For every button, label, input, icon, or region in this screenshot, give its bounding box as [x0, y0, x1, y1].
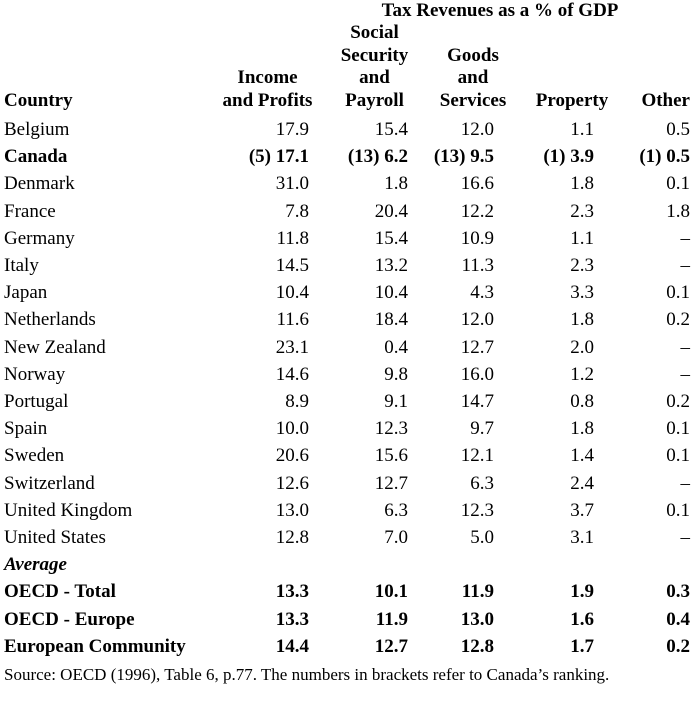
header-property — [522, 22, 622, 116]
value-cell: 10.4 — [374, 282, 408, 304]
value-cell: – — [680, 363, 690, 385]
country-cell: Germany — [4, 227, 75, 249]
value-cell: 4.3 — [470, 282, 494, 304]
value-cell: 2.3 — [570, 200, 594, 222]
value-cell: 3.3 — [570, 282, 594, 304]
header-country — [0, 22, 210, 116]
value-cell: 14.5 — [275, 255, 309, 277]
value-cell: 16.0 — [460, 363, 494, 385]
value-cell: 15.4 — [374, 119, 408, 140]
value-cell: – — [680, 336, 690, 358]
header-property-label: Property — [535, 89, 609, 111]
value-cell: 12.2 — [460, 200, 494, 222]
value-cell: 1.8 — [570, 173, 594, 195]
value-cell: 12.8 — [275, 527, 309, 549]
value-cell: 7.8 — [285, 200, 309, 222]
header-social — [325, 22, 424, 116]
table-row — [0, 470, 694, 497]
value-cell: 12.3 — [374, 418, 408, 440]
value-cell: 12.3 — [460, 499, 494, 521]
table-row — [0, 225, 694, 252]
value-cell: 0.8 — [570, 391, 594, 413]
country-cell: United Kingdom — [4, 499, 133, 521]
value-cell: 11.8 — [276, 227, 309, 249]
value-cell: 0.3 — [666, 581, 690, 603]
value-cell: 1.8 — [666, 200, 690, 222]
value-cell: 0.5 — [666, 119, 690, 140]
header-social-line: Payroll — [345, 89, 404, 111]
value-cell: 13.2 — [374, 255, 408, 277]
country-cell: Japan — [4, 282, 48, 304]
value-cell: 13.3 — [275, 608, 309, 630]
value-cell: 11.6 — [276, 309, 309, 331]
value-cell: 10.0 — [275, 418, 309, 440]
value-cell: 17.9 — [275, 119, 309, 140]
source-note: Source: OECD (1996), Table 6, p.77. The numbers in brackets refer to Canada’s ranking. — [4, 665, 610, 684]
average-section-label: Average — [4, 554, 67, 576]
value-cell: 12.7 — [374, 472, 408, 494]
country-cell: Denmark — [4, 173, 75, 195]
value-cell: – — [680, 527, 690, 549]
value-cell: 3.1 — [570, 527, 594, 549]
country-cell: European Community — [4, 635, 186, 657]
country-cell: Spain — [4, 418, 48, 440]
value-cell: 2.0 — [570, 336, 594, 358]
value-cell: (1) 3.9 — [543, 146, 594, 168]
value-cell: (13) 6.2 — [347, 146, 408, 168]
value-cell: 14.7 — [460, 391, 494, 413]
header-country-label: Country — [4, 89, 73, 111]
value-cell: 9.8 — [384, 363, 408, 385]
value-cell: 0.2 — [666, 635, 690, 657]
header-goods-line: Services — [439, 89, 507, 111]
value-cell: 0.1 — [666, 173, 690, 195]
tax-revenue-table — [0, 22, 694, 660]
country-cell: Sweden — [4, 445, 65, 467]
header-social-line: Security — [340, 44, 409, 66]
value-cell: 20.4 — [374, 200, 408, 222]
country-cell: New Zealand — [4, 336, 106, 358]
value-cell: 14.6 — [275, 363, 309, 385]
table-row — [0, 633, 694, 660]
country-cell: Switzerland — [4, 472, 95, 494]
value-cell: 12.7 — [374, 635, 408, 657]
value-cell: – — [680, 255, 690, 277]
table-row — [0, 170, 694, 197]
value-cell: 1.1 — [570, 227, 594, 249]
value-cell: 1.8 — [384, 173, 408, 195]
table-row — [0, 252, 694, 279]
table-row — [0, 524, 694, 551]
value-cell: – — [680, 472, 690, 494]
country-cell: United States — [4, 527, 106, 549]
country-cell: Canada — [4, 146, 68, 168]
value-cell: 1.4 — [570, 445, 594, 467]
value-cell: 0.1 — [666, 418, 690, 440]
value-cell: 23.1 — [275, 336, 309, 358]
table-row — [0, 361, 694, 388]
value-cell: 8.9 — [285, 391, 309, 413]
value-cell: 18.4 — [374, 309, 408, 331]
value-cell: 0.2 — [666, 391, 690, 413]
table-row — [0, 306, 694, 333]
header-income-line: Income — [237, 67, 298, 88]
table-row — [0, 198, 694, 225]
value-cell: 14.4 — [275, 635, 309, 657]
value-cell: 9.7 — [470, 418, 494, 440]
table-body — [0, 116, 694, 660]
value-cell: 2.4 — [570, 472, 594, 494]
value-cell: 12.6 — [275, 472, 309, 494]
table-row — [0, 334, 694, 361]
table-row — [0, 279, 694, 306]
value-cell: – — [680, 227, 690, 249]
value-cell: 0.4 — [384, 336, 408, 358]
value-cell: 0.1 — [666, 282, 690, 304]
header-income-line: and Profits — [222, 89, 313, 111]
average-section-row — [0, 551, 694, 578]
value-cell: 6.3 — [470, 472, 494, 494]
country-cell: Belgium — [4, 119, 70, 140]
value-cell: 10.1 — [374, 581, 408, 603]
value-cell: 31.0 — [275, 173, 309, 195]
value-cell: 5.0 — [470, 527, 494, 549]
value-cell: 11.9 — [375, 608, 408, 630]
value-cell: 3.7 — [570, 499, 594, 521]
table-row — [0, 442, 694, 469]
value-cell: 15.4 — [374, 227, 408, 249]
value-cell: (1) 0.5 — [639, 146, 690, 168]
value-cell: 1.2 — [570, 363, 594, 385]
value-cell: 12.0 — [460, 119, 494, 140]
value-cell: 11.3 — [461, 255, 494, 277]
value-cell: 12.1 — [460, 445, 494, 467]
header-social-line: Social — [350, 22, 399, 43]
value-cell: 1.8 — [570, 309, 594, 331]
country-cell: Portugal — [4, 391, 69, 413]
header-goods — [424, 22, 522, 116]
header-other-label: Other — [641, 89, 690, 111]
table-row — [0, 578, 694, 605]
value-cell: 7.0 — [384, 527, 408, 549]
value-cell: 2.3 — [570, 255, 594, 277]
value-cell: 1.1 — [570, 119, 594, 140]
country-cell: Italy — [4, 255, 39, 277]
value-cell: 10.4 — [275, 282, 309, 304]
value-cell: 9.1 — [384, 391, 408, 413]
header-social-line: and — [359, 67, 390, 88]
country-cell: Norway — [4, 363, 66, 385]
header-goods-line: and — [457, 67, 489, 88]
table-row — [0, 143, 694, 170]
table-row — [0, 116, 694, 143]
value-cell: 13.0 — [460, 608, 494, 630]
value-cell: 1.8 — [570, 418, 594, 440]
table-row — [0, 606, 694, 633]
header-goods-line: Goods — [447, 44, 499, 66]
value-cell: (5) 17.1 — [248, 146, 309, 168]
value-cell: 12.7 — [460, 336, 494, 358]
country-cell: OECD - Total — [4, 581, 116, 603]
table-row — [0, 388, 694, 415]
header-income — [210, 22, 325, 116]
value-cell: 1.6 — [570, 608, 594, 630]
value-cell: 11.9 — [461, 581, 494, 603]
value-cell: (13) 9.5 — [433, 146, 494, 168]
table-row — [0, 415, 694, 442]
value-cell: 13.3 — [275, 581, 309, 603]
header-row — [0, 22, 694, 116]
country-cell: France — [4, 200, 56, 222]
country-cell: OECD - Europe — [4, 608, 135, 630]
value-cell: 0.4 — [666, 608, 690, 630]
value-cell: 1.9 — [570, 581, 594, 603]
value-cell: 16.6 — [460, 173, 494, 195]
value-cell: 12.8 — [460, 635, 494, 657]
country-cell: Netherlands — [4, 309, 96, 331]
value-cell: 0.1 — [666, 445, 690, 467]
table-row — [0, 497, 694, 524]
value-cell: 13.0 — [275, 499, 309, 521]
value-cell: 0.1 — [666, 499, 690, 521]
value-cell: 0.2 — [666, 309, 690, 331]
value-cell: 10.9 — [460, 227, 494, 249]
value-cell: 6.3 — [384, 499, 408, 521]
value-cell: 1.7 — [570, 635, 594, 657]
value-cell: 20.6 — [275, 445, 309, 467]
header-other — [622, 22, 694, 116]
value-cell: 12.0 — [460, 309, 494, 331]
value-cell: 15.6 — [374, 445, 408, 467]
super-header: Tax Revenues as a % of GDP — [381, 0, 619, 21]
